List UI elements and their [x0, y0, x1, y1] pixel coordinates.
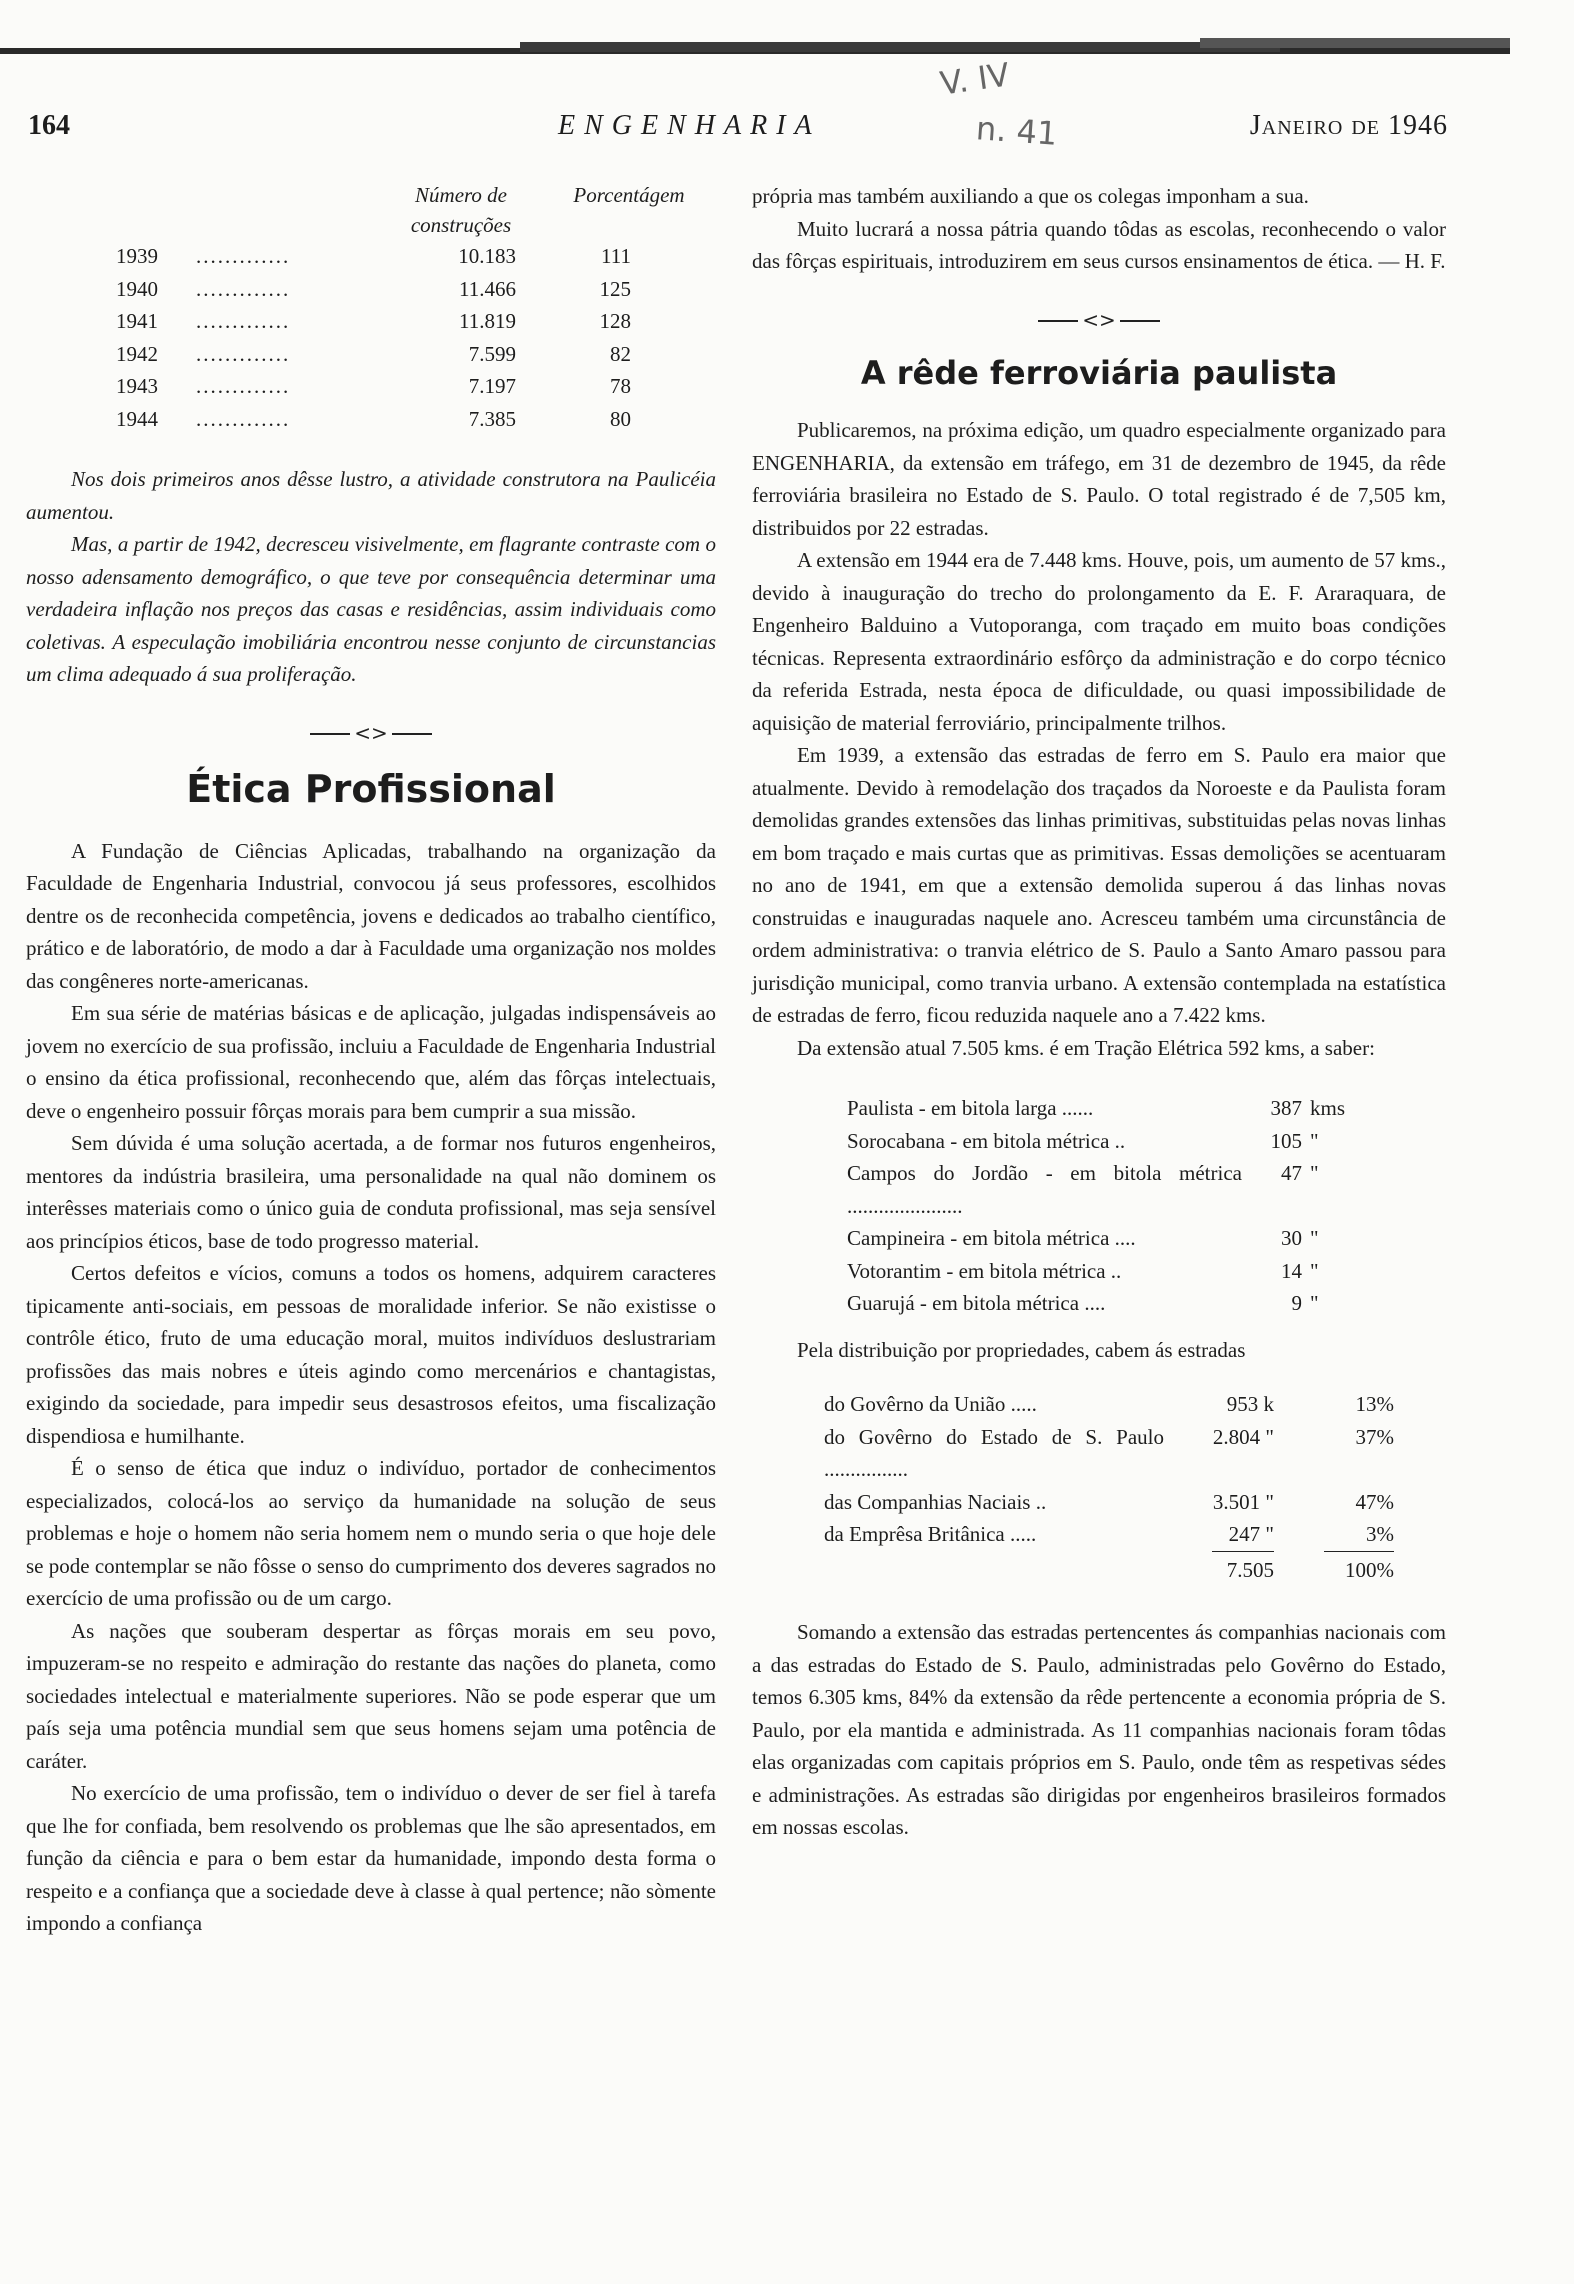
- distribution-percent: 13%: [1355, 1392, 1394, 1417]
- list-item-unit: kms: [1310, 1096, 1346, 1121]
- section-title-rede: A rêde ferroviária paulista: [860, 354, 1338, 392]
- stats-percent: 125: [599, 276, 631, 301]
- stats-number: 7.599: [468, 341, 516, 366]
- issue-date: Janeiro de 1946: [1249, 110, 1448, 141]
- list-item-unit: ": [1310, 1291, 1319, 1316]
- distribution-percent: 47%: [1355, 1489, 1394, 1514]
- stats-percent: 111: [601, 244, 631, 268]
- stats-number: 11.466: [459, 276, 516, 301]
- list-item-value: 30: [1281, 1226, 1302, 1251]
- stats-number: 7.385: [468, 406, 516, 431]
- article-rede-body: [752, 414, 1446, 1064]
- italic-paragraph-1: Nos dois primeiros anos dêsse lustro, a atividade construtora na Paulicéia aumentou.: [26, 467, 716, 524]
- stats-year: 1942: [116, 341, 158, 366]
- list-item: [847, 1222, 1446, 1255]
- list-item-unit: ": [1310, 1161, 1319, 1186]
- section-divider: [26, 717, 716, 750]
- page-number: 164: [28, 110, 70, 141]
- stats-row: [26, 338, 716, 371]
- distribution-value: 953 k: [1226, 1392, 1274, 1417]
- distribution-intro: Pela distribuição por propriedades, cabem ás estradas: [797, 1337, 1246, 1362]
- leader-dots: .............: [196, 244, 291, 268]
- distribution-total-value-cell: [1164, 1551, 1274, 1587]
- stats-percent: 128: [599, 309, 631, 333]
- distribution-total-row: [824, 1551, 1446, 1587]
- stats-table-header: [26, 180, 716, 240]
- stats-number: 11.819: [459, 309, 516, 333]
- list-item: [847, 1287, 1446, 1320]
- table-row: [824, 1518, 1446, 1551]
- list-item-label: Campos do Jordão - em bitola métrica ......................: [847, 1161, 1242, 1218]
- stats-year: 1939: [116, 244, 158, 268]
- list-item-label: Votorantim - em bitola métrica ..: [847, 1258, 1122, 1283]
- divider-ornament: <>: [1082, 307, 1116, 332]
- leader-dots: .............: [196, 341, 291, 366]
- stats-row: [26, 273, 716, 306]
- body-paragraph: Publicaremos, na próxima edição, um quadro especialmente organizado para ENGENHARIA, da extensão em tráfego, em 31 de dezembro de 1945, da rêde ferroviária brasileira no Estado de S. Paulo. O total registrado é de 7,505 km, distribuidos por 22 estradas.: [752, 418, 1446, 540]
- list-item-value: 9: [1291, 1291, 1302, 1316]
- stats-row: [26, 240, 716, 273]
- right-column: [752, 180, 1446, 1844]
- stats-number: 10.183: [458, 244, 516, 268]
- italic-paragraph-2: Mas, a partir de 1942, decresceu visivelmente, em flagrante contraste com o nosso adensamento demográfico, o que teve por consequência determinar uma verdadeira inflação nos preços das casas e residências, assim individuais como coletivas. A especulação imobiliária encontrou nesse conjunto de circunstancias um clima adequado á sua proliferação.: [26, 532, 716, 686]
- left-column: [26, 180, 716, 1940]
- body-paragraph: A Fundação de Ciências Aplicadas, trabalhando na organização da Faculdade de Engenharia Industrial, convocou já seus professores, escolhidos dentre os de reconhecida competência, jovens e dedicados ao trabalho científico, prático e de laboratório, de modo a dar à Faculdade uma organização nos moldes das congêneres norte-americanas.: [26, 838, 716, 993]
- distribution-label: do Govêrno da União .....: [824, 1392, 1037, 1417]
- stats-percent: 82: [610, 341, 631, 366]
- continued-paragraph: própria mas também auxiliando a que os colegas imponham a sua.: [752, 184, 1309, 208]
- stats-row: [26, 370, 716, 403]
- electric-traction-list: [847, 1092, 1446, 1320]
- stats-table: [26, 240, 716, 435]
- list-item: [847, 1092, 1446, 1125]
- handwritten-volume: V. IV: [937, 55, 1012, 103]
- stats-col-percent: Porcentágem: [573, 183, 685, 207]
- list-item-value: 387: [1270, 1096, 1302, 1121]
- stats-year: 1944: [116, 406, 158, 431]
- divider-ornament: <>: [354, 720, 388, 745]
- page-header: [28, 110, 1448, 150]
- leader-dots: .............: [196, 309, 291, 333]
- list-item-label: Sorocabana - em bitola métrica ..: [847, 1128, 1126, 1153]
- body-paragraph: Em sua série de matérias básicas e de aplicação, julgadas indispensáveis ao jovem no exercício de sua profissão, incluiu a Faculdade de Engenharia Industrial o ensino da ética profissional, reconhecendo que, além das fôrças intelectuais, deve o engenheiro possuir fôrças morais para bem cumprir a sua missão.: [26, 1001, 716, 1123]
- body-paragraph: É o senso de ética que induz o indivíduo, portador de conhecimentos especializados, colocá-los ao serviço da humanidade na solução de seus problemas e hoje o homem não seria homem nem o mundo seria o que hoje dele se pode contemplar se não fôsse o senso do cumprimento dos deveres sagrados no exercício de uma profissão ou de um cargo.: [26, 1456, 716, 1611]
- stats-number: 7.197: [468, 374, 516, 398]
- stats-percent: 78: [610, 374, 631, 398]
- stats-col-number: Número de construções: [410, 183, 512, 237]
- leader-dots: .............: [196, 406, 291, 431]
- section-divider: [752, 304, 1446, 337]
- stats-year: 1941: [116, 309, 158, 333]
- stats-row: [26, 403, 716, 436]
- leader-dots: .............: [196, 276, 291, 301]
- list-item-value: 47: [1281, 1161, 1302, 1186]
- list-item-value: 14: [1281, 1258, 1302, 1283]
- leader-dots: .............: [196, 374, 291, 398]
- distribution-total-percent-cell: [1274, 1551, 1394, 1587]
- closing-paragraph-rede: Somando a extensão das estradas pertencentes ás companhias nacionais com a das estradas do Estado de S. Paulo, administradas pelo Govêrno do Estado, temos 6.305 kms, 84% da extensão da rêde pertencente a economia própria de S. Paulo, por ela mantida e administrada. As 11 companhias nacionais foram tôdas elas organizadas com capitais próprios em S. Paulo, onde têm as respetivas sédes e administrações. As estradas são dirigidas por engenheiros brasileiros formados em nossas escolas.: [752, 1620, 1446, 1840]
- table-row: [824, 1388, 1446, 1421]
- list-item-unit: ": [1310, 1128, 1319, 1153]
- stats-year: 1943: [116, 374, 158, 398]
- stats-percent: 80: [610, 406, 631, 431]
- table-row: [824, 1486, 1446, 1519]
- list-item: [847, 1125, 1446, 1158]
- scan-top-border: [0, 34, 1510, 58]
- distribution-total-percent: 100%: [1324, 1551, 1394, 1587]
- list-item-label: Campineira - em bitola métrica ....: [847, 1226, 1136, 1251]
- stats-year: 1940: [116, 276, 158, 301]
- handwritten-number: n. 41: [974, 109, 1059, 153]
- closing-paragraph-etica: Muito lucrará a nossa pátria quando tôdas as escolas, reconhecendo o valor das fôrças espirituais, introduzirem em seus cursos ensinamentos de ética. — H. F.: [752, 216, 1446, 273]
- list-item-unit: ": [1310, 1258, 1319, 1283]
- stats-row: [26, 305, 716, 338]
- body-paragraph: A extensão em 1944 era de 7.448 kms. Houve, pois, um aumento de 57 kms., devido à inauguração do trecho do prolongamento da E. F. Araraquara, de Engenheiro Balduino a Vutoporanga, com traçado em muito boas condições técnicas. Representa extraordinário esfôrço da administração e do corpo técnico da referida Estrada, nesta época de dificuldade, ou quasi impossibilidade de aquisição de material ferroviário, principalmente trilhos.: [752, 548, 1446, 735]
- section-title-etica: Ética Profissional: [186, 767, 556, 811]
- body-paragraph: As nações que souberam despertar as fôrças morais em seu povo, impuzeram-se no respeito e admiração do restante das nações do planeta, como sociedades intelectual e materialmente superiores. Não se pode esperar que um país seja uma potência mundial sem que seus homens sejam uma potência de caráter.: [26, 1618, 716, 1773]
- distribution-value: 3.501 ": [1212, 1489, 1274, 1514]
- distribution-table: [824, 1388, 1446, 1586]
- journal-title: ENGENHARIA: [558, 110, 821, 141]
- list-item-label: Paulista - em bitola larga ......: [847, 1096, 1094, 1121]
- body-paragraph: Certos defeitos e vícios, comuns a todos os homens, adquirem caracteres tipicamente anti-sociais, em pessoas de moralidade inferior. Se não existisse o contrôle ético, fruto de uma educação moral, muitos indivíduos deslustrariam profissões das mais nobres e úteis agindo como mercenários e chantagistas, exigindo da sociedade, para impedir seus desastrosos efeitos, uma fiscalização dispendiosa e humilhante.: [26, 1261, 716, 1448]
- distribution-label: da Emprêsa Britânica .....: [824, 1522, 1037, 1547]
- distribution-total-spacer: [824, 1551, 1164, 1587]
- table-row: [824, 1421, 1446, 1486]
- distribution-value: 247 ": [1228, 1522, 1274, 1547]
- list-item-label: Guarujá - em bitola métrica ....: [847, 1291, 1106, 1316]
- distribution-value: 2.804 ": [1212, 1424, 1274, 1449]
- distribution-total-value: 7.505: [1212, 1551, 1274, 1587]
- body-paragraph: Sem dúvida é uma solução acertada, a de formar nos futuros engenheiros, mentores da indústria brasileira, uma personalidade na qual não dominem os interêsses materiais como o único guia de conduta profissional, mas seja sensível aos princípios éticos, base de todo progresso material.: [26, 1131, 716, 1253]
- list-item: [847, 1157, 1446, 1222]
- body-paragraph: No exercício de uma profissão, tem o indivíduo o dever de ser fiel à tarefa que lhe for confiada, bem resolvendo os problemas que lhe são apresentados, em função da ciência e para o bem estar da humanidade, impondo desta forma o respeito e a confiança que a sociedade deve à classe à qual pertence; não sòmente impondo a confiança: [26, 1781, 716, 1936]
- body-paragraph: Em 1939, a extensão das estradas de ferro em S. Paulo era maior que atualmente. Devido à remodelação dos traçados da Noroeste e da Paulista foram demolidas grandes extensões das linhas primitivas, substituidas pelas novas linhas em bom traçado e mais curtas que as primitivas. Essas demolições se acentuaram no ano de 1941, em que a extensão demolida superou á das linhas novas construidas e inauguradas naquele ano. Acresceu também uma circunstância de ordem administrativa: o tranvia elétrico de S. Paulo a Santo Amaro passou para jurisdição municipal, como tranvia urbano. A extensão contemplada na estatística de estradas de ferro, ficou reduzida naquele ano a 7.422 kms.: [752, 743, 1446, 1028]
- list-item-unit: ": [1310, 1226, 1319, 1251]
- article-etica-body: [26, 835, 716, 1940]
- distribution-percent: 37%: [1355, 1424, 1394, 1449]
- body-paragraph: Da extensão atual 7.505 kms. é em Tração Elétrica 592 kms, a saber:: [797, 1035, 1375, 1060]
- distribution-label: das Companhias Naciais ..: [824, 1489, 1047, 1514]
- distribution-label: do Govêrno do Estado de S. Paulo ................: [824, 1424, 1164, 1482]
- list-item: [847, 1255, 1446, 1288]
- distribution-percent: 3%: [1366, 1522, 1394, 1547]
- list-item-value: 105: [1270, 1128, 1302, 1153]
